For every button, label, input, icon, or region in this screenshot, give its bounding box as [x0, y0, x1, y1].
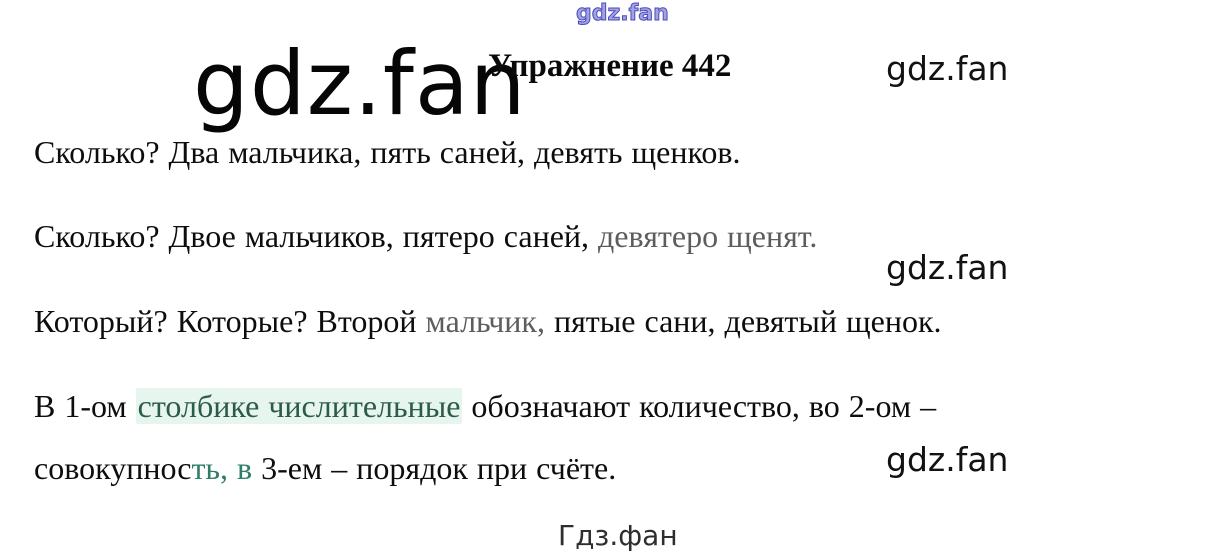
line-3-text-end: пятые сани, девятый щенок.: [544, 303, 942, 339]
watermark-top-small: gdz.fan: [576, 1, 669, 26]
exercise-title: Упражнение 442: [488, 48, 732, 84]
exercise-line-5: [34, 450, 616, 487]
line-4-text-end: обозначают количество, во 2-ом –: [462, 388, 937, 424]
line-2-faded-text: девятеро щенят.: [598, 218, 818, 254]
exercise-line-1: [34, 134, 741, 171]
line-5-text: совокупнос: [34, 450, 192, 486]
line-3-faded-text: мальчик,: [425, 303, 545, 339]
watermark-right-middle: gdz.fan: [886, 248, 1009, 287]
exercise-line-4: [34, 388, 936, 425]
watermark-big: gdz.fan: [193, 32, 527, 135]
watermark-right-bottom: gdz.fan: [886, 440, 1009, 479]
line-4-highlighted-text: столбике числительные: [137, 388, 461, 424]
line-5-text-end: 3-ем – порядок при счёте.: [252, 450, 617, 486]
watermark-right-top: gdz.fan: [886, 49, 1009, 88]
line-1-text: Сколько? Два мальчика, пять саней, девять щенков.: [34, 134, 741, 170]
line-2-text: Сколько? Двое мальчиков, пятеро саней,: [34, 218, 599, 254]
exercise-line-2: [34, 218, 817, 255]
line-4-text: В 1-ом: [34, 388, 136, 424]
exercise-line-3: [34, 303, 942, 340]
watermark-bottom: Гдз.фан: [558, 519, 678, 552]
line-3-text: Который? Которые? Второй: [34, 303, 426, 339]
line-5-teal-text: ть, в: [191, 450, 253, 486]
